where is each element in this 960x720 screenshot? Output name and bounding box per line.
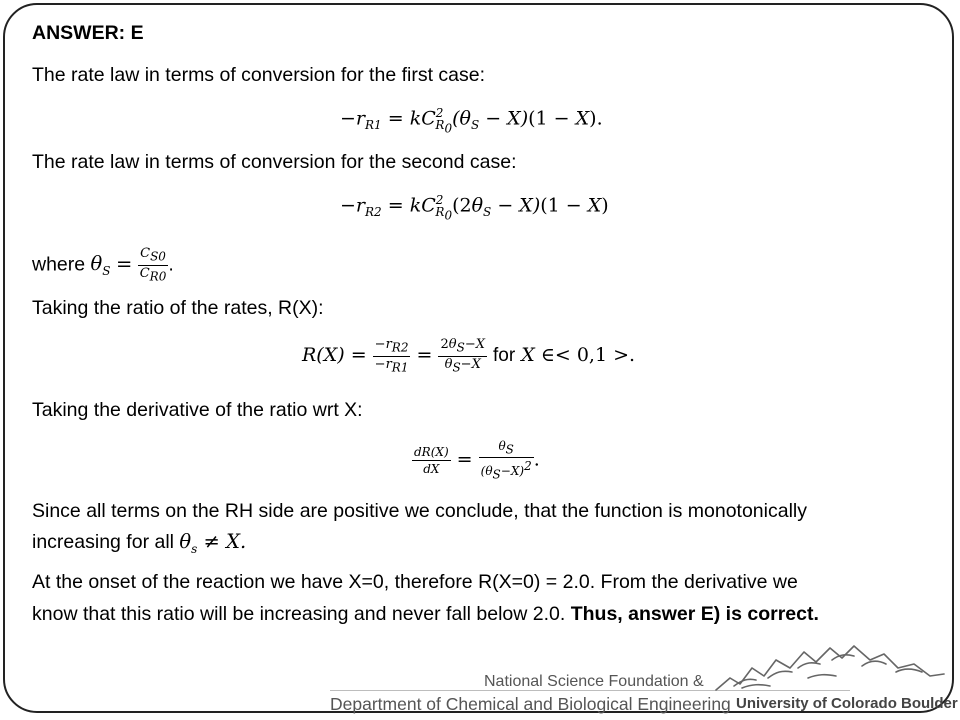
increasing-label: increasing for all xyxy=(32,531,174,553)
derivative-label: Taking the derivative of the ratio wrt X: xyxy=(32,399,363,421)
answer-statement: Thus, answer E) is correct. xyxy=(570,603,819,625)
onset-line-2 xyxy=(32,602,819,626)
ratio-equation: R(X) = $\frac{-r_{R2}}{-r_{R1}}$ = $\frac{2\theta_S-X}{\theta_S-X}$ for X ∈< 0,1 >. xyxy=(302,337,636,375)
mountain-logo-icon xyxy=(712,638,948,694)
where-label: where xyxy=(32,253,86,276)
answer-heading: ANSWER: E xyxy=(32,22,144,44)
theta-definition: where $\theta_S$ = $\frac{C_{S0}}{C_{R0}}$ . xyxy=(32,246,174,284)
ratio-label: Taking the ratio of the rates, R(X): xyxy=(32,297,324,319)
for-label: for xyxy=(493,345,516,367)
rate-law-equation-1: $-r_{R1} = kC^2_{R_0}(\theta_S - X)(1 - X)$. xyxy=(340,106,603,136)
first-case-label: The rate law in terms of conversion for the first case: xyxy=(32,64,486,86)
onset-text: know that this ratio will be increasing and never fall below 2.0. xyxy=(32,603,566,625)
conclusion-line-1: Since all terms on the RH side are positive we conclude, that the function is monotonically xyxy=(32,500,807,522)
nsf-credit: National Science Foundation & xyxy=(484,673,704,690)
department-credit: Department of Chemical and Biological Engineering xyxy=(330,694,731,714)
conclusion-line-2: increasing for all $\theta_s \ne X$. xyxy=(32,530,247,556)
second-case-label: The rate law in terms of conversion for the second case: xyxy=(32,151,517,173)
derivative-equation: $\frac{dR(X)}{dX}$ = $\frac{\theta_S}{(\theta_S-X)^2}$ . xyxy=(414,439,540,482)
university-credit: University of Colorado Boulder xyxy=(736,695,958,712)
onset-line-1: At the onset of the reaction we have X=0, therefore R(X=0) = 2.0. From the derivative we xyxy=(32,571,798,593)
rate-law-equation-2: $-r_{R2} = kC^2_{R_0}(2\theta_S - X)(1 - X)$ xyxy=(340,193,609,223)
